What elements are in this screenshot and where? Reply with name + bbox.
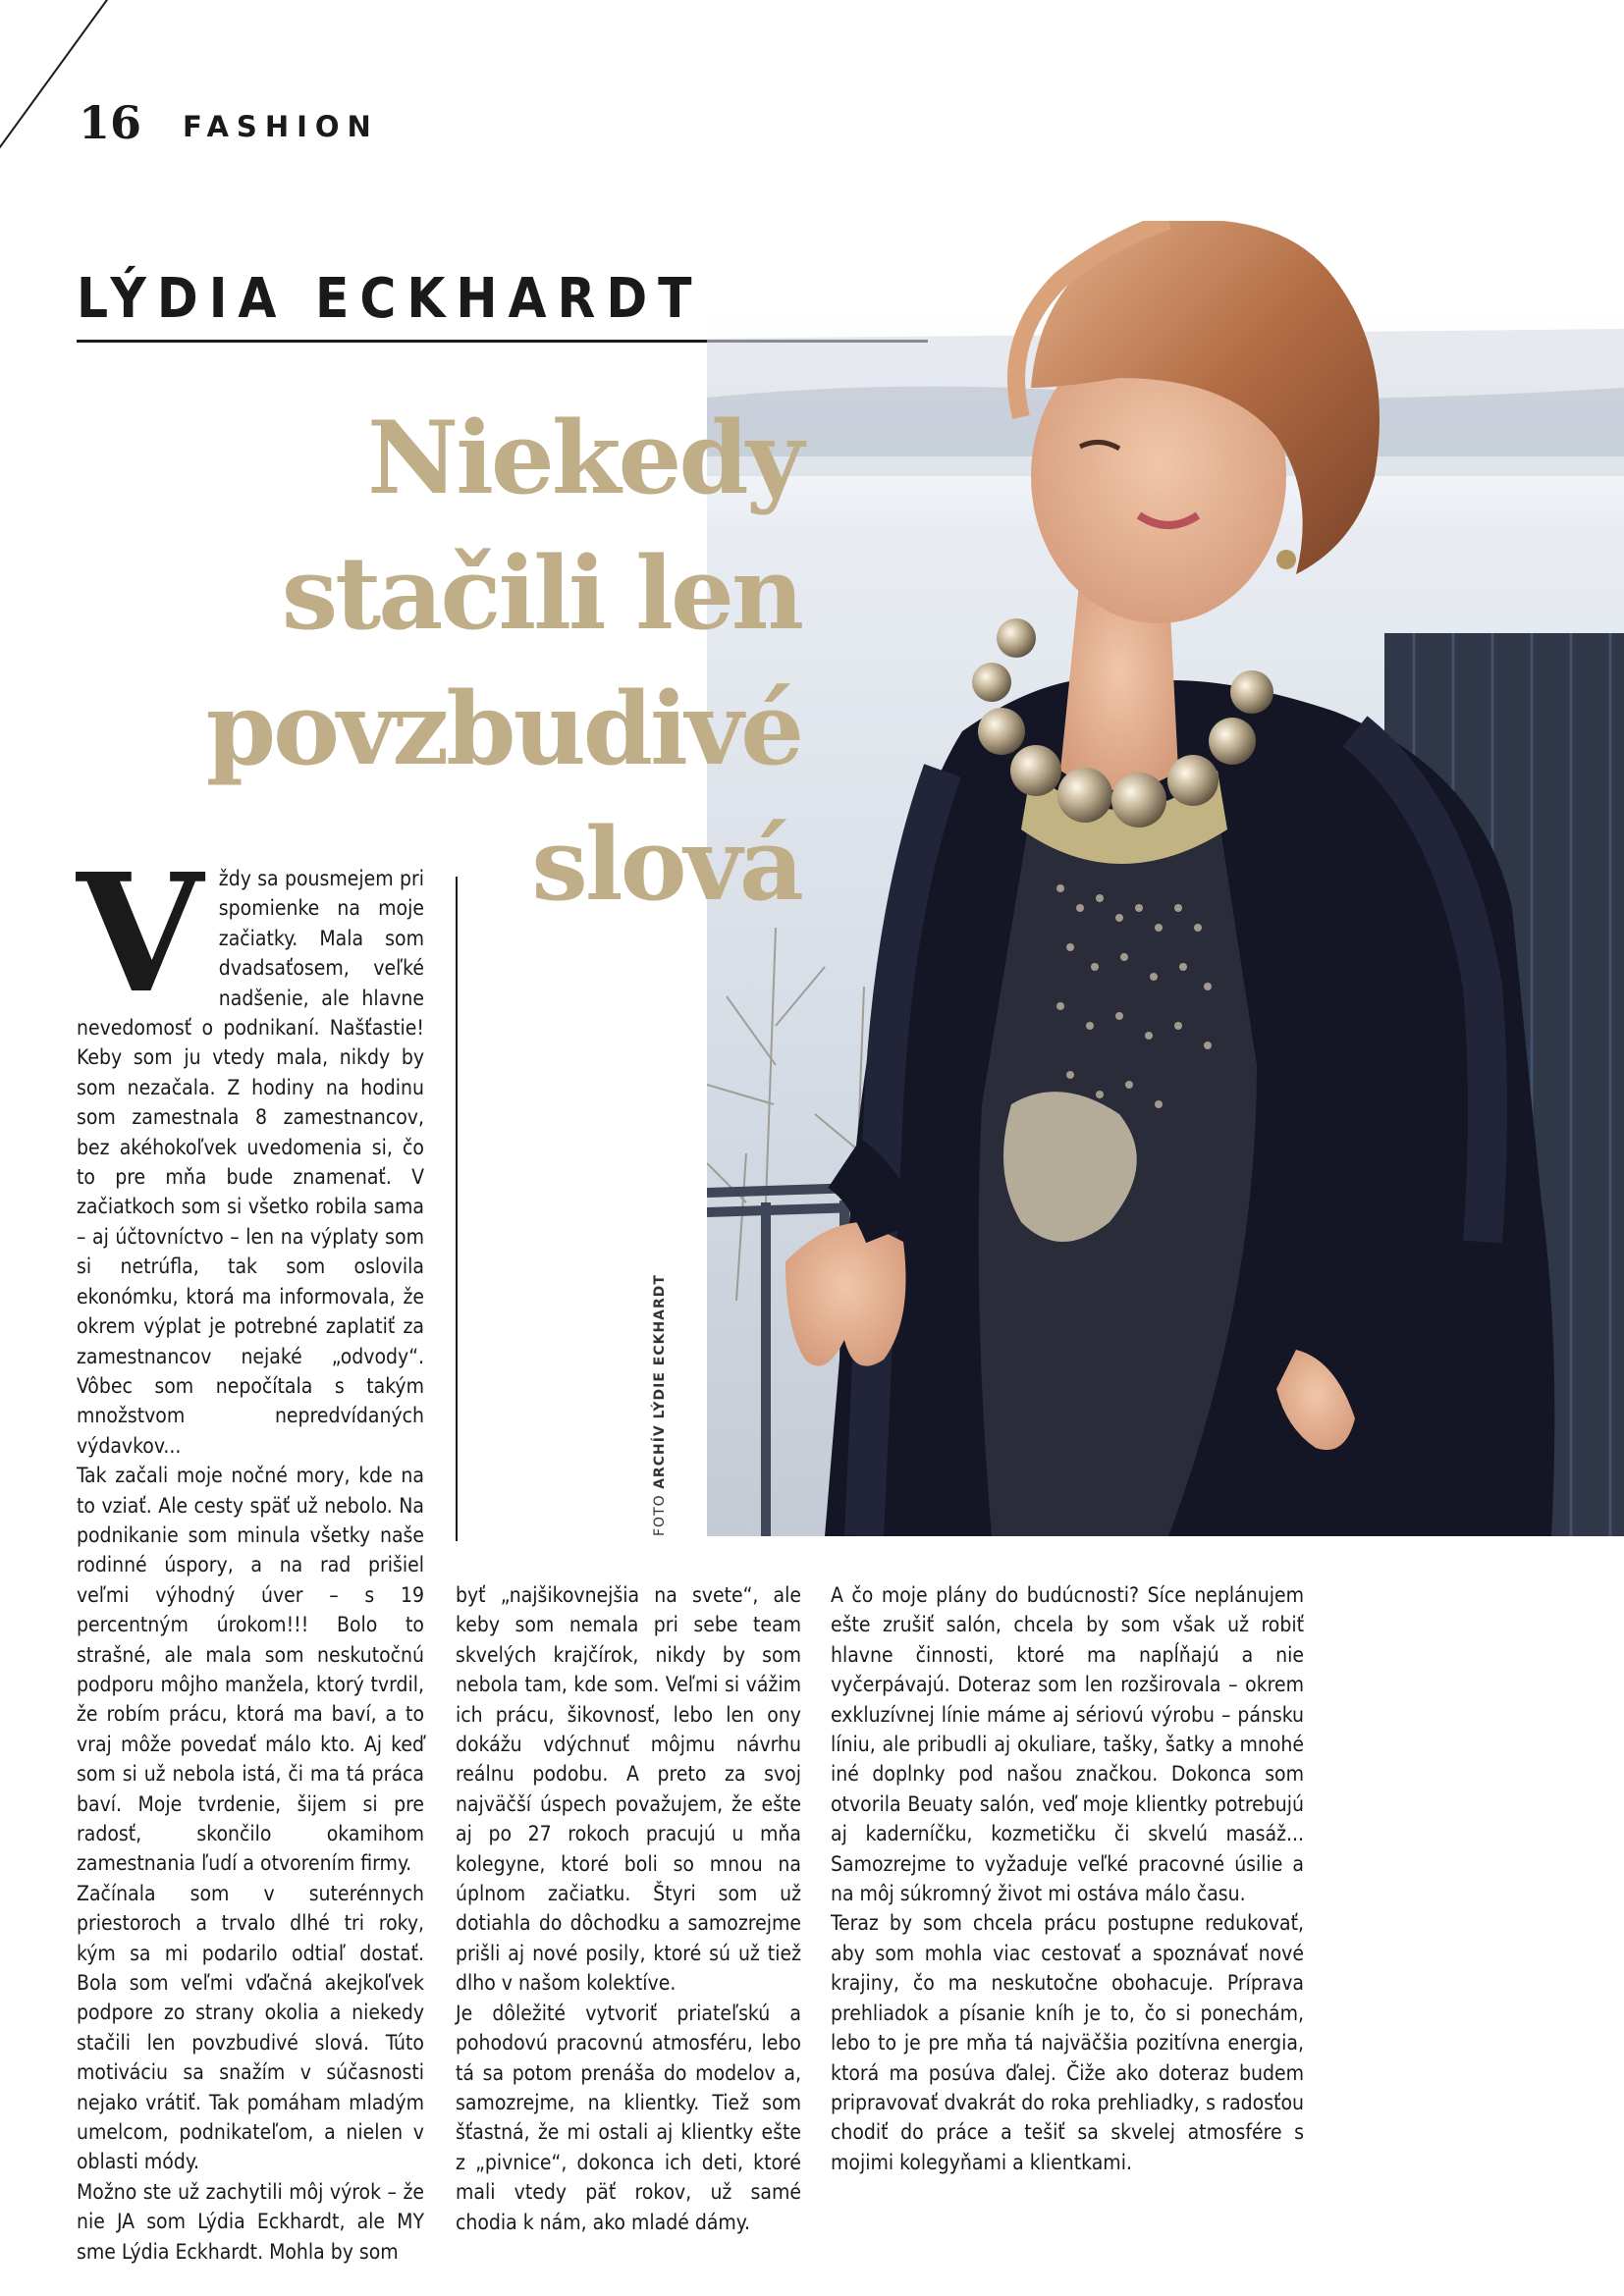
photo-credit-prefix: FOTO <box>652 1488 668 1536</box>
drop-cap: V <box>77 838 203 1030</box>
page-number: 16 <box>79 96 142 149</box>
paragraph: Možno ste už zachytili môj výrok – že nie JA som Lýdia Eckhardt, ale MY sme Lýdia Eckhardt. Mohla by som <box>77 2179 424 2264</box>
paragraph: Teraz by som chcela prácu postupne redukovať, aby som mohla viac cestovať a spoznávať nové krajiny, čo ma neskutočne obohacuje. Príprava prehliadok a písanie kníh je to, čo si ponechám, lebo to je pre mňa tá najväčšia pozitívna energia, ktorá ma posúva ďalej. Čiže ako doteraz budem pripravovať dvakrát do roka prehliadky, s radosťou chodiť do práce a tešiť sa skvelej atmosfére s mojimi kolegyňami a klientkami. <box>831 1911 1304 2174</box>
author-name: LÝDIA ECKHARDT <box>77 267 703 331</box>
paragraph: Začínala som v suterénnych priestoroch a trvalo dlhé tri roky, kým sa mi podarilo odtiaľ dostať. Bola som veľmi vďačná akejkoľvek podpore zo strany okolia a niekedy stačili len povzbudivé slová. Túto motiváciu sa snažím v súčasnosti nejako vrátiť. Tak pomáham mladým umelcom, podnikateľom, a nielen v oblasti módy. <box>77 1881 424 2174</box>
headline-line-2: stačili len <box>281 535 801 653</box>
paragraph-text: ždy sa pousmejem pri spomienke na moje začiatky. Mala som dvadsaťosem, veľké nadšenie, ale hlavne nevedomosť o podnikaní. Našťastie! Keby som ju vtedy mala, nikdy by som nezačala. Z hodiny na hodinu som zamestnala 8 zamestnancov, bez akéhokoľvek uvedomenia si, čo to pre mňa bude znamenať. V začiatkoch som si všetko robila sama – aj účtovníctvo – len na výplaty som si netrúfla, tak som oslovila ekonómku, ktorá ma informovala, že okrem výplat je potrebné zaplatiť za zamestnancov nejaké „odvody“. Vôbec som nepočítala s takým množstvom nepredvídaných výdavkov... <box>77 867 424 1458</box>
headline-line-4: slová <box>531 806 801 924</box>
headline-line-1: Niekedy <box>366 400 801 517</box>
paragraph: A čo moje plány do budúcnosti? Síce neplánujem ešte zrušiť salón, chcela by som však už robiť hlavne činnosti, ktoré ma napĺňajú a nie vyčerpávajú. Doteraz som len rozširovala – okrem exkluzívnej línie máme aj sériovú výrobu – pánsku líniu, ale pribudli aj okuliare, tašky, šatky a mnohé iné doplnky pod našou značkou. Dokonca som otvorila Beuaty salón, veď moje klientky potrebujú aj kaderníčku, kozmetičku či skvelú masáž... Samozrejme to vyžaduje veľké pracovné úsilie a na môj súkromný život mi ostáva málo času. <box>831 1583 1304 1906</box>
paragraph: byť „najšikovnejšia na svete“, ale keby som nemala pri sebe team skvelých krajčírok, nikdy by som nebola tam, kde som. Veľmi si vážim ich prácu, šikovnosť, lebo len ony dokážu vdýchnuť môjmu návrhu reálnu podobu. A preto za svoj najväčší úspech považujem, že ešte aj po 27 rokoch pracujú u mňa kolegyne, ktoré boli so mnou na úplnom začiatku. Štyri som už dotiahla do dôchodku a samozrejme prišli aj nové posily, ktoré sú už tiež dlho v našom kolektíve. <box>456 1583 801 1996</box>
portrait-photo <box>707 221 1624 1536</box>
column-divider <box>456 877 458 1541</box>
photo-credit <box>652 1274 668 1536</box>
photo-credit-name: ARCHÍV LÝDIE ECKHARDT <box>652 1274 668 1489</box>
body-column-2 <box>456 1580 801 2237</box>
body-column-1 <box>77 838 424 2267</box>
paragraph: Je dôležité vytvoriť priateľskú a pohodovú pracovnú atmosféru, lebo tá sa potom prenáša do modelov a, samozrejme, na klientky. Tiež som šťastná, že mi ostali aj klientky ešte z „pivnice“, dokonca ich deti, ktoré mali vtedy päť rokov, už samé chodia k nám, ako mladé dámy. <box>456 2001 801 2234</box>
paragraph: Tak začali moje nočné mory, kde na to vziať. Ale cesty späť už nebolo. Na podnikanie som minula všetky naše rodinné úspory, a na rad prišiel veľmi výhodný úver – s 19 percentným úrokom!!! Bolo to strašné, ale mala som neskutočnú podporu môjho manžela, ktorý tvrdil, že robím prácu, ktorá ma baví, a to vraj môže povedať málo kto. Aj keď som si už nebola istá, či ma tá práca baví. Moje tvrdenie, šijem si pre radosť, skončilo okamihom zamestnania ľudí a otvorením firmy. <box>77 1464 424 1876</box>
section-label: FASHION <box>183 110 379 143</box>
headline-line-3: povzbudivé <box>205 670 801 788</box>
body-column-3 <box>831 1580 1304 2177</box>
paragraph <box>77 838 424 1461</box>
